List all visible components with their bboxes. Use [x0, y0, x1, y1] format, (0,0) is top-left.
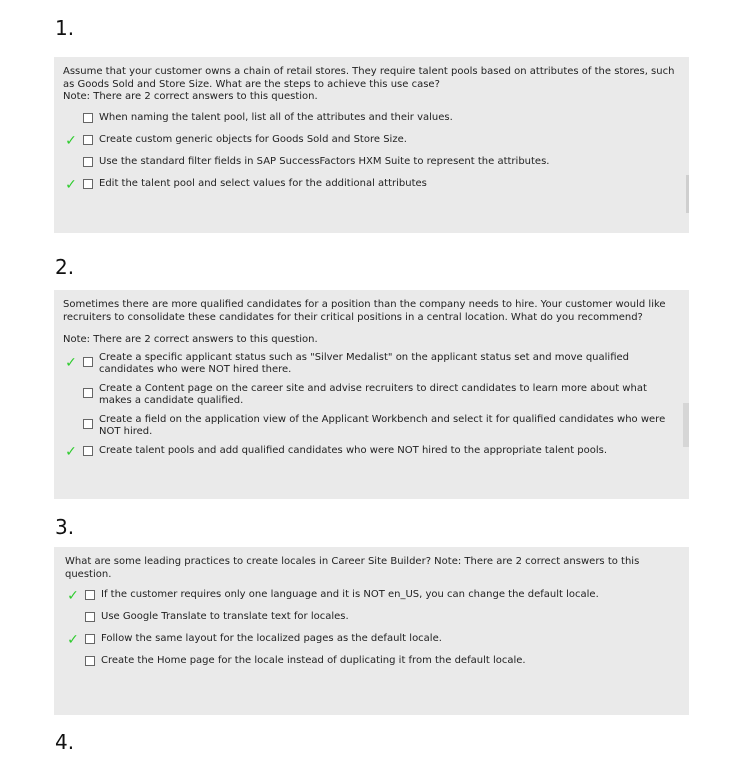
checkbox[interactable] [83, 179, 93, 189]
scrollbar[interactable] [686, 175, 689, 213]
option-item[interactable] [63, 134, 679, 156]
option-item[interactable] [65, 589, 679, 611]
checkbox[interactable] [83, 419, 93, 429]
options-list [63, 352, 679, 467]
option-label: Use the standard filter fields in SAP SuccessFactors HXM Suite to represent the attributes. [99, 155, 550, 167]
checkbox[interactable] [83, 388, 93, 398]
correct-check-icon: ✓ [67, 588, 79, 604]
checkbox[interactable] [83, 157, 93, 167]
checkbox[interactable] [85, 656, 95, 666]
question-number: 3. [55, 515, 75, 539]
question-text: Assume that your customer owns a chain of retail stores. They require talent pools based on attributes of the stores, such as Goods Sold and Store Size. What are the steps to achieve this use case? [63, 66, 675, 90]
question-text: Sometimes there are more qualified candidates for a position than the company needs to hire. Your customer would like recruiters to consolidate these candidates for their critical positions in a central location. What do you recommend? [63, 299, 666, 323]
question-number: 1. [55, 16, 75, 40]
option-label: Create the Home page for the locale instead of duplicating it from the default locale. [101, 655, 526, 666]
option-item[interactable] [63, 445, 679, 467]
option-label: Create talent pools and add qualified candidates who were NOT hired to the appropriate talent pools. [99, 444, 608, 456]
question-text: What are some leading practices to create locales in Career Site Builder? Note: There are 2 correct answers to this question. [65, 556, 640, 580]
scrollbar[interactable] [683, 403, 689, 447]
checkbox[interactable] [85, 612, 95, 622]
option-item[interactable] [65, 611, 679, 633]
option-item[interactable] [63, 156, 679, 178]
option-item[interactable] [63, 352, 679, 383]
correct-check-icon: ✓ [67, 632, 79, 648]
options-list [63, 112, 679, 200]
correct-check-icon: ✓ [65, 443, 77, 460]
question-panel [54, 547, 689, 715]
option-label: Use Google Translate to translate text for locales. [101, 611, 349, 622]
option-item[interactable] [65, 633, 679, 655]
option-item[interactable] [65, 655, 679, 677]
question-panel [54, 290, 689, 499]
option-label: If the customer requires only one language and it is NOT en_US, you can change the default locale. [101, 589, 599, 600]
option-label: When naming the talent pool, list all of the attributes and their values. [99, 111, 453, 123]
option-label: Edit the talent pool and select values for the additional attributes [99, 177, 427, 189]
question-number: 2. [55, 255, 75, 279]
checkbox[interactable] [83, 357, 93, 367]
correct-check-icon: ✓ [65, 176, 77, 193]
option-label: Follow the same layout for the localized pages as the default locale. [101, 633, 442, 644]
options-list [65, 589, 679, 677]
checkbox[interactable] [83, 113, 93, 123]
question-panel [54, 57, 689, 233]
checkbox[interactable] [85, 634, 95, 644]
option-item[interactable] [63, 178, 679, 200]
question-number: 4. [55, 730, 75, 754]
option-item[interactable] [63, 112, 679, 134]
option-label: Create a Content page on the career site and advise recruiters to direct candidates to learn more about what makes a candidate qualified. [99, 382, 647, 406]
option-item[interactable] [63, 414, 679, 445]
correct-check-icon: ✓ [65, 354, 77, 371]
option-label: Create a specific applicant status such as "Silver Medalist" on the applicant status set and move qualified candidates who were NOT hired there. [99, 351, 629, 375]
option-label: Create custom generic objects for Goods Sold and Store Size. [99, 133, 407, 145]
option-item[interactable] [63, 383, 679, 414]
question-note: Note: There are 2 correct answers to this question. [63, 334, 318, 345]
checkbox[interactable] [83, 446, 93, 456]
checkbox[interactable] [85, 590, 95, 600]
question-note: Note: There are 2 correct answers to this question. [63, 91, 318, 102]
correct-check-icon: ✓ [65, 132, 77, 149]
option-label: Create a field on the application view of the Applicant Workbench and select it for qualified candidates who were NOT hired. [99, 413, 666, 437]
checkbox[interactable] [83, 135, 93, 145]
